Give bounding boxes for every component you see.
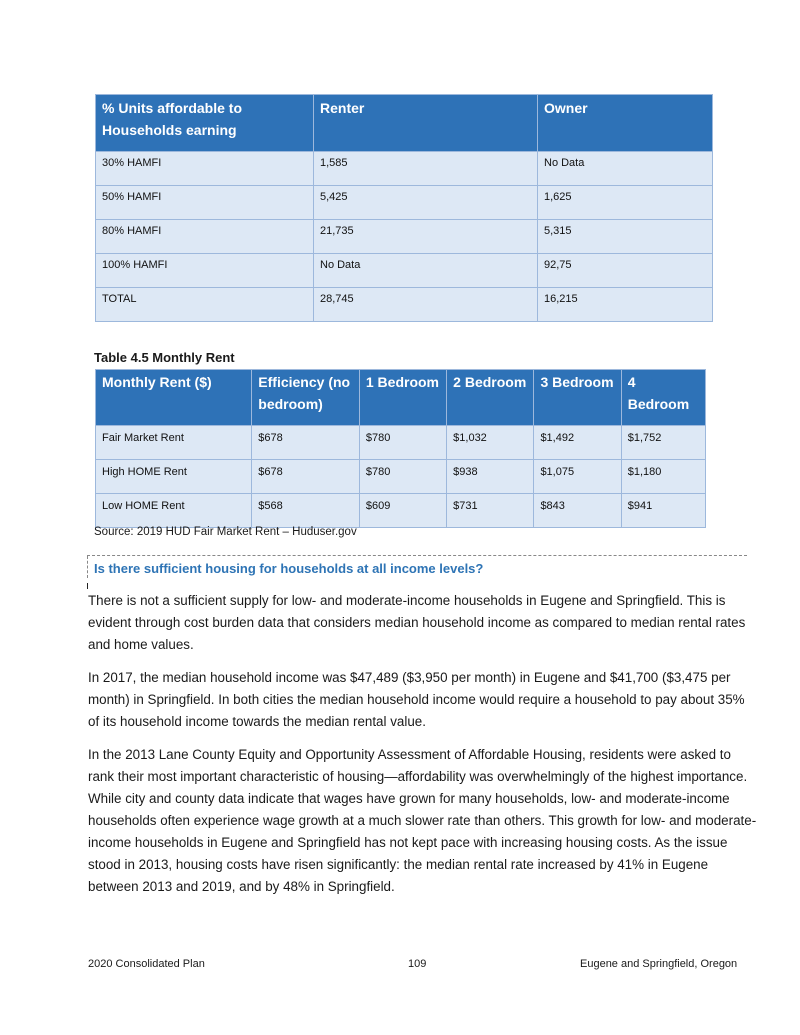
section-divider-side (87, 556, 88, 578)
table-cell: 80% HAMFI (96, 220, 314, 254)
body-paragraph: In the 2013 Lane County Equity and Opportunity Assessment of Affordable Housing, residents were asked to rank their most important characteristic of housing—affordability was overwhelmingly of the highest importance. While city and county data indicate that wages have grown for many households, low- and moderate-income households often experience wage growth at a much slower rate than others. This growth for low- and moderate-income households in Eugene and Springfield has not kept pace with increasing housing costs. As the issue stood in 2013, housing costs have risen significantly: the median rental rate increased by 41% in Eugene between 2013 and 2019, and by 48% in Springfield. (88, 747, 757, 894)
table-cell: $780 (359, 460, 446, 494)
table-cell: 5,425 (314, 186, 538, 220)
table-cell: $1,492 (534, 426, 621, 460)
table-row (96, 220, 713, 254)
section-question-heading: Is there sufficient housing for households at all income levels? (94, 561, 484, 576)
table-cell: 16,215 (538, 288, 713, 322)
table-cell: 100% HAMFI (96, 254, 314, 288)
section-divider (87, 555, 747, 556)
column-header: Owner (538, 95, 713, 152)
table-cell: $1,032 (447, 426, 534, 460)
table-cell: 28,745 (314, 288, 538, 322)
column-header: % Units affordable to Households earning (96, 95, 314, 152)
table-cell: $731 (447, 494, 534, 528)
footer-page-number: 109 (408, 958, 427, 970)
table-cell: No Data (538, 152, 713, 186)
table-cell: $780 (359, 426, 446, 460)
column-header: Monthly Rent ($) (96, 370, 252, 426)
column-header: 1 Bedroom (359, 370, 446, 426)
column-header: 3 Bedroom (534, 370, 621, 426)
table-cell: $1,180 (621, 460, 705, 494)
table-row (96, 152, 713, 186)
table-cell: $609 (359, 494, 446, 528)
body-paragraph: In 2017, the median household income was $47,489 ($3,950 per month) in Eugene and $41,700 ($3,475 per month) in Springfield. In both cities the median household income would require a household to pay about 35% of its household income towards the median rental value. (88, 670, 745, 729)
table-row (96, 288, 713, 322)
table-cell: $568 (252, 494, 360, 528)
footer-document-title: 2020 Consolidated Plan (88, 958, 205, 970)
monthly-rent-table (95, 369, 706, 528)
column-header: 4 Bedroom (621, 370, 705, 426)
table-cell: $843 (534, 494, 621, 528)
table-cell: $1,752 (621, 426, 705, 460)
table-cell: High HOME Rent (96, 460, 252, 494)
column-header: Efficiency (no bedroom) (252, 370, 360, 426)
column-header: 2 Bedroom (447, 370, 534, 426)
table-cell: $1,075 (534, 460, 621, 494)
table-cell: TOTAL (96, 288, 314, 322)
text-cursor-mark (87, 583, 88, 589)
table-row (96, 186, 713, 220)
table-cell: 92,75 (538, 254, 713, 288)
table-cell: 30% HAMFI (96, 152, 314, 186)
table-row (96, 426, 706, 460)
body-paragraph: There is not a sufficient supply for low- and moderate-income households in Eugene and Springfield. This is evident through cost burden data that considers median household income as compared to median rental rates and home values. (88, 593, 746, 652)
table-row (96, 460, 706, 494)
table-cell: $941 (621, 494, 705, 528)
table-header-row (96, 95, 713, 152)
table-cell: Low HOME Rent (96, 494, 252, 528)
table-cell: 1,625 (538, 186, 713, 220)
table-cell: 21,735 (314, 220, 538, 254)
table-cell: Fair Market Rent (96, 426, 252, 460)
column-header: Renter (314, 95, 538, 152)
table-cell: 5,315 (538, 220, 713, 254)
table-row (96, 494, 706, 528)
table-row (96, 254, 713, 288)
table-cell: 50% HAMFI (96, 186, 314, 220)
table-cell: $938 (447, 460, 534, 494)
footer-location: Eugene and Springfield, Oregon (580, 958, 738, 970)
table-source-note: Source: 2019 HUD Fair Market Rent – Huduser.gov (94, 526, 357, 538)
table-cell: $678 (252, 426, 360, 460)
table-cell: 1,585 (314, 152, 538, 186)
table-caption: Table 4.5 Monthly Rent (94, 350, 235, 365)
affordable-units-table (95, 94, 713, 322)
table-cell: $678 (252, 460, 360, 494)
table-header-row (96, 370, 706, 426)
table-cell: No Data (314, 254, 538, 288)
